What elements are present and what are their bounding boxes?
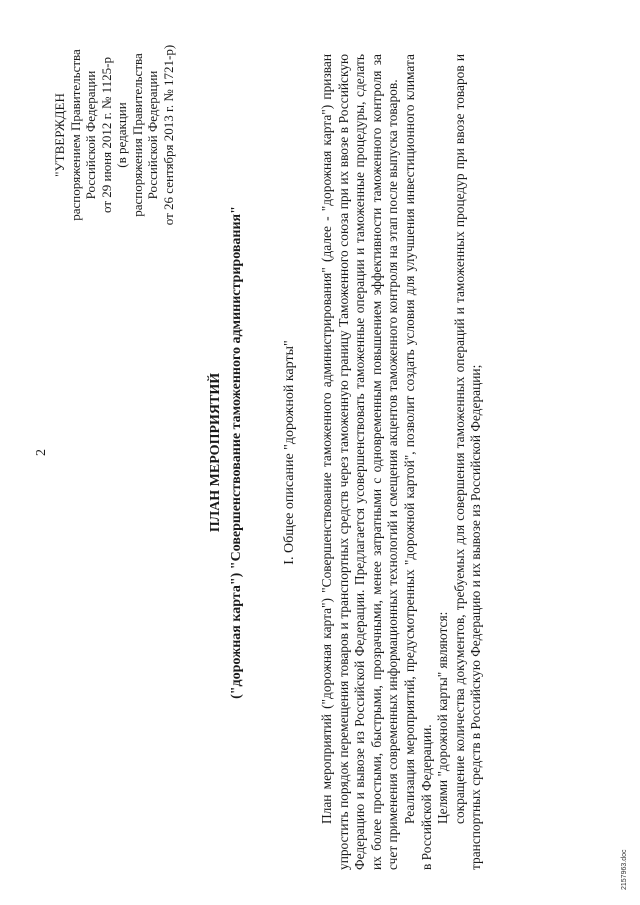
approval-line: распоряжением Правительства — [67, 49, 83, 221]
paragraph: Целями "дорожной карты" являются: — [435, 611, 451, 824]
file-code: 2157963.doc — [621, 849, 628, 890]
document-title: ПЛАН МЕРОПРИЯТИЙ — [208, 372, 223, 533]
approval-line: (в редакции — [114, 102, 129, 168]
approval-line: Российской Федерации — [145, 70, 160, 200]
approval-line: от 29 июня 2012 г. № 1125-р — [98, 57, 114, 213]
body-text — [319, 54, 485, 870]
approval-line: распоряжения Правительства — [129, 53, 145, 217]
approval-line: от 26 сентября 2013 г. № 1721-р) — [160, 44, 176, 226]
section-heading: I. Общее описание "дорожной карты" — [282, 340, 297, 565]
paragraph: План мероприятий ("дорожная карта") "Совершенствование таможенного администрирования" (далее - "дорожная карта") призван упростить порядок перемещения товаров и транспортных средств через таможенную границу Таможенного союза при их ввозе в Российскую Федерацию и вывозе из Российской Федерации. Предлагается усовершенствовать таможенные операции и таможенные процедуры, сделать их более простыми, быстрыми, прозрачными, менее затратными с одновременным повышением эффективности таможенного контроля за счет применения современных информационных технологий и смещения акцентов таможенного контроля на этап после выпуска товаров. — [319, 54, 401, 870]
page-number: 2 — [34, 449, 49, 456]
paragraph: Реализация мероприятий, предусмотренных "дорожной картой", позволит создать условия для улучшения инвестиционного климата в Российской Федерации. — [401, 54, 434, 870]
paragraph: сокращение количества документов, требуемых для совершения таможенных операций и таможенных процедур при ввозе товаров и транспортных средств в Российскую Федерацию и их вывозе из Российской Федерации; — [451, 54, 484, 870]
approval-stamp — [52, 10, 176, 260]
document-subtitle: ("дорожная карта") "Совершенствование таможенного администрирования" — [229, 206, 244, 699]
approval-line: "УТВЕРЖДЕН — [52, 93, 67, 177]
approval-line: Российской Федерации — [83, 70, 98, 200]
